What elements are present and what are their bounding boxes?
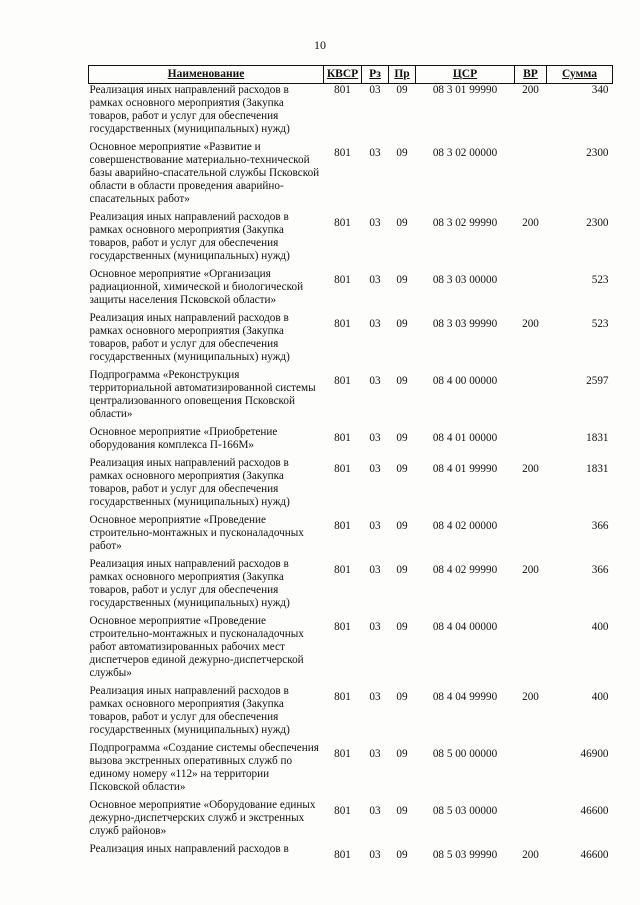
row-sum: 2300 xyxy=(586,217,609,229)
column-header-vr: ВР xyxy=(515,66,547,84)
row-kvsr: 801 xyxy=(334,621,351,633)
row-name: Основное мероприятие «Развитие и совершенствование материально-технической базы аварийно-спасательной службы Псковской области в области проведения аварийно-спасательных работ» xyxy=(89,141,320,205)
row-pr: 09 xyxy=(396,432,408,444)
row-name: Реализация иных направлений расходов в рамках основного мероприятия (Закупка товаров, работ и услуг для обеспечения государственных (муниципальных) нужд) xyxy=(89,84,290,135)
row-csr: 08 3 02 00000 xyxy=(432,147,498,159)
row-vr: 200 xyxy=(522,84,539,96)
row-sum: 523 xyxy=(591,318,609,330)
row-name: Основное мероприятие «Организация радиационной, химической и биологической защиты населения Псковской области» xyxy=(89,268,304,306)
row-rz: 03 xyxy=(369,621,381,633)
row-name: Реализация иных направлений расходов в рамках основного мероприятия (Закупка товаров, работ и услуг для обеспечения государственных (муниципальных) нужд) xyxy=(89,312,290,363)
row-rz: 03 xyxy=(369,520,381,532)
row-sum: 340 xyxy=(591,84,609,96)
row-kvsr: 801 xyxy=(334,217,351,229)
table-row xyxy=(89,615,613,685)
row-sum: 46600 xyxy=(580,805,609,817)
row-pr: 09 xyxy=(396,217,408,229)
row-csr: 08 5 03 99990 xyxy=(432,849,498,861)
row-pr: 09 xyxy=(396,520,408,532)
row-csr: 08 5 03 00000 xyxy=(432,805,498,817)
row-kvsr: 801 xyxy=(334,805,351,817)
table-row xyxy=(89,843,613,867)
row-kvsr: 801 xyxy=(334,432,351,444)
row-pr: 09 xyxy=(396,805,408,817)
row-rz: 03 xyxy=(369,147,381,159)
row-rz: 03 xyxy=(369,691,381,703)
row-rz: 03 xyxy=(369,748,381,760)
row-name: Реализация иных направлений расходов в рамках основного мероприятия (Закупка товаров, работ и услуг для обеспечения государственных (муниципальных) нужд) xyxy=(89,211,290,262)
row-kvsr: 801 xyxy=(334,375,351,387)
table-row xyxy=(89,558,613,615)
row-kvsr: 801 xyxy=(334,691,351,703)
row-sum: 46900 xyxy=(580,748,609,760)
row-csr: 08 3 03 00000 xyxy=(432,274,498,286)
table-row xyxy=(89,514,613,558)
row-kvsr: 801 xyxy=(334,463,351,475)
row-vr xyxy=(515,141,547,211)
column-header-csr: ЦСР xyxy=(416,66,515,84)
table-row xyxy=(89,799,613,843)
row-csr: 08 4 02 00000 xyxy=(432,520,498,532)
table-row xyxy=(89,369,613,426)
row-vr: 200 xyxy=(522,691,539,703)
row-pr: 09 xyxy=(396,463,408,475)
row-vr: 200 xyxy=(522,463,539,475)
row-rz: 03 xyxy=(369,274,381,286)
table-header-row xyxy=(89,66,613,84)
row-name: Реализация иных направлений расходов в xyxy=(89,843,289,855)
row-pr: 09 xyxy=(396,375,408,387)
row-name: Основное мероприятие «Оборудование единых дежурно-диспетчерских служб и экстренных служб районов» xyxy=(89,799,316,837)
row-name: Основное мероприятие «Проведение строительно-монтажных и пусконаладочных работ автоматизированных рабочих мест диспетчеров единой дежурно-диспетчерской службы» xyxy=(89,615,304,679)
row-pr: 09 xyxy=(396,84,408,96)
row-kvsr: 801 xyxy=(334,84,351,96)
row-rz: 03 xyxy=(369,463,381,475)
row-sum: 366 xyxy=(591,520,609,532)
row-name: Основное мероприятие «Проведение строительно-монтажных и пусконаладочных работ» xyxy=(89,514,304,552)
row-rz: 03 xyxy=(369,217,381,229)
row-name: Подпрограмма «Создание системы обеспечения вызова экстренных оперативных служб по единому номеру «112» на территории Псковской области» xyxy=(89,742,319,793)
table-row xyxy=(89,457,613,514)
row-kvsr: 801 xyxy=(334,849,351,861)
row-csr: 08 4 04 99990 xyxy=(432,691,498,703)
row-vr xyxy=(515,514,547,558)
column-header-pr: Пр xyxy=(389,66,416,84)
row-csr: 08 3 02 99990 xyxy=(432,217,498,229)
row-name: Подпрограмма «Реконструкция территориальной автоматизированной системы централизованного оповещения Псковской области» xyxy=(89,369,316,420)
table-row xyxy=(89,312,613,369)
table-row xyxy=(89,141,613,211)
row-sum: 366 xyxy=(591,564,609,576)
row-kvsr: 801 xyxy=(334,274,351,286)
table-row xyxy=(89,685,613,742)
budget-table xyxy=(88,65,613,867)
table-row xyxy=(89,742,613,799)
row-csr: 08 4 02 99990 xyxy=(432,564,498,576)
row-vr xyxy=(515,615,547,685)
table-row xyxy=(89,211,613,268)
row-sum: 46600 xyxy=(580,849,609,861)
table-body xyxy=(89,84,613,868)
row-vr xyxy=(515,799,547,843)
row-rz: 03 xyxy=(369,318,381,330)
row-pr: 09 xyxy=(396,748,408,760)
row-sum: 1831 xyxy=(586,463,609,475)
row-rz: 03 xyxy=(369,849,381,861)
row-csr: 08 4 04 00000 xyxy=(432,621,498,633)
row-pr: 09 xyxy=(396,849,408,861)
row-vr xyxy=(515,268,547,312)
row-name: Реализация иных направлений расходов в рамках основного мероприятия (Закупка товаров, работ и услуг для обеспечения государственных (муниципальных) нужд) xyxy=(89,558,290,609)
row-name: Реализация иных направлений расходов в рамках основного мероприятия (Закупка товаров, работ и услуг для обеспечения государственных (муниципальных) нужд) xyxy=(89,457,290,508)
row-kvsr: 801 xyxy=(334,147,351,159)
row-vr: 200 xyxy=(522,217,539,229)
row-vr xyxy=(515,369,547,426)
row-csr: 08 4 00 00000 xyxy=(432,375,498,387)
page-number: 10 xyxy=(314,38,326,52)
row-rz: 03 xyxy=(369,84,381,96)
row-rz: 03 xyxy=(369,432,381,444)
row-pr: 09 xyxy=(396,147,408,159)
row-csr: 08 3 01 99990 xyxy=(432,84,498,96)
row-rz: 03 xyxy=(369,375,381,387)
row-sum: 523 xyxy=(591,274,609,286)
column-header-rz: Рз xyxy=(362,66,389,84)
row-csr: 08 4 01 99990 xyxy=(432,463,498,475)
row-pr: 09 xyxy=(396,318,408,330)
row-csr: 08 5 00 00000 xyxy=(432,748,498,760)
row-sum: 1831 xyxy=(586,432,609,444)
column-header-kvsr: КВСР xyxy=(324,66,362,84)
column-header-name: Наименование xyxy=(89,66,324,84)
row-pr: 09 xyxy=(396,564,408,576)
row-sum: 2597 xyxy=(586,375,609,387)
row-kvsr: 801 xyxy=(334,520,351,532)
row-name: Реализация иных направлений расходов в рамках основного мероприятия (Закупка товаров, работ и услуг для обеспечения государственных (муниципальных) нужд) xyxy=(89,685,290,736)
row-vr xyxy=(515,742,547,799)
row-pr: 09 xyxy=(396,621,408,633)
row-sum: 400 xyxy=(591,691,609,703)
row-kvsr: 801 xyxy=(334,318,351,330)
row-pr: 09 xyxy=(396,274,408,286)
row-sum: 400 xyxy=(591,621,609,633)
row-rz: 03 xyxy=(369,564,381,576)
row-vr: 200 xyxy=(522,564,539,576)
row-vr xyxy=(515,426,547,457)
row-vr: 200 xyxy=(522,318,539,330)
table-row xyxy=(89,268,613,312)
table-row xyxy=(89,426,613,457)
row-csr: 08 3 03 99990 xyxy=(432,318,498,330)
row-pr: 09 xyxy=(396,691,408,703)
row-sum: 2300 xyxy=(586,147,609,159)
row-vr: 200 xyxy=(522,849,539,861)
row-rz: 03 xyxy=(369,805,381,817)
row-kvsr: 801 xyxy=(334,748,351,760)
row-csr: 08 4 01 00000 xyxy=(432,432,498,444)
row-name: Основное мероприятие «Приобретение оборудования комплекса П-166М» xyxy=(89,426,278,451)
table-row xyxy=(89,84,613,142)
row-kvsr: 801 xyxy=(334,564,351,576)
column-header-sum: Сумма xyxy=(547,66,613,84)
